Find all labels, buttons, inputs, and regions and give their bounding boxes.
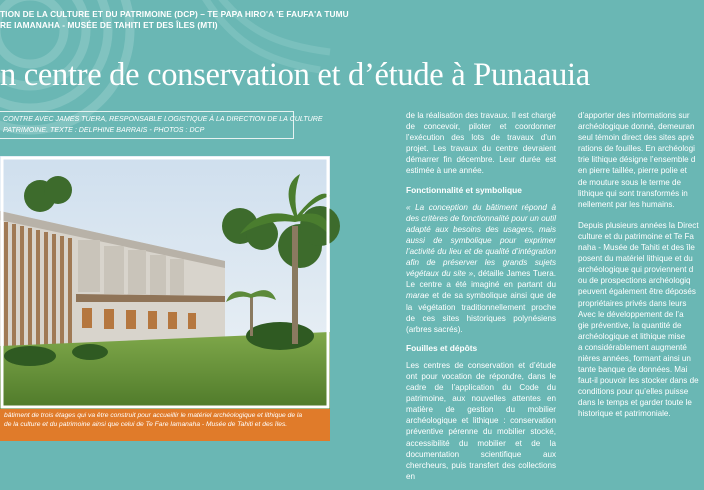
col2-line: nellement par les humains. xyxy=(578,199,675,209)
col2-line: propriétaires privés dans leurs xyxy=(578,298,687,308)
quote-text: « La conception du bâtiment répond à des critères de fonctionnalité pour un outil adapté aux besoins des usagers, mais aussi de symbolique pour exprimer l’activité du lieu et de qualité d’intégration afin de préserver les grands sujets végétaux du site » xyxy=(406,202,556,279)
header-line-2: RE IAMANAHA - MUSÉE DE TAHITI ET DES ÎLES (MTI) xyxy=(0,19,218,30)
col2-line: gie préventive, la quantité de xyxy=(578,320,682,330)
heading-fonctionnalite: Fonctionnalité et symbolique xyxy=(406,184,522,195)
heading-fouilles: Fouilles et dépôts xyxy=(406,342,478,353)
col2-line: archéologique qui proviennent d xyxy=(578,265,694,275)
col2-line: trie lithique désigne l’ensemble d xyxy=(578,155,696,165)
building-render-photo xyxy=(0,156,330,409)
col2-line: historique et patrimoniale. xyxy=(578,409,671,419)
col2-line: seul témoin direct des sites aprè xyxy=(578,133,695,143)
section-header xyxy=(0,9,349,30)
credits-box xyxy=(0,111,323,139)
col2-line: nières années, formant ainsi un xyxy=(578,353,691,363)
quote-tail: , détaille James Tuera. Le centre a été imaginé en partant du xyxy=(406,269,556,290)
intro-paragraph: de la réalisation des travaux. Il est chargé de concevoir, piloter et coordonner l’exécution des lots de travaux d’un projet. Les travaux du centre devraient démarrer fin décembre. Leur durée est estimée à une année. xyxy=(406,111,556,176)
col2-line: en pierre taillée, pierre polie et xyxy=(578,166,687,176)
col2-line: a considérablement augmenté xyxy=(578,342,687,352)
col2-line: Avec le développement de l’a xyxy=(578,309,684,319)
quote-paragraph xyxy=(406,202,556,335)
credits-line-1: CONTRE AVEC JAMES TUERA, RESPONSABLE LOGISTIQUE À LA DIRECTION DE LA CULTURE xyxy=(3,115,323,123)
caption-line-2: de la culture et du patrimoine ainsi que celui de Te Fare Iamanaha - Musée de Tahiti et des îles. xyxy=(4,421,288,429)
col2-line: peuvent également être déposés xyxy=(578,287,696,297)
col2-line: dans le temps et garder toute le xyxy=(578,398,692,408)
col2-line: faut-il pouvoir les stocker dans de xyxy=(578,376,699,386)
header-line-1: TION DE LA CULTURE ET DU PATRIMOINE (DCP) – TE PAPA HIRO'A 'E FAUFA'A TUMU xyxy=(0,9,349,19)
photo-caption xyxy=(0,409,330,441)
col2-line: ou de prospections archéologiq xyxy=(578,276,691,286)
article-column-2 xyxy=(578,110,704,420)
quote-end: et de sa symbolique ainsi que de la végétation traditionnellement proche de ces sites historiques polynésiens (arbres sacrés). xyxy=(406,291,556,334)
col2-block-b xyxy=(578,220,704,420)
page-title: n centre de conservation et d’étude à Punaauia xyxy=(0,57,590,93)
col2-line: d’apporter des informations sur xyxy=(578,111,690,120)
col2-line: archéologique et lithique mise xyxy=(578,331,686,341)
article-column-1 xyxy=(406,110,556,490)
body-paragraph: Les centres de conservation et d’étude ont pour vocation de répondre, dans le cadre de l’application du Code du patrimoine, aux nouvelles attentes en matière de gestion du mobilier archéologique et lithique : conservation préventive pérenne du mobilier stocké, accessibilité du mobilier et de la documentation scientifique aux chercheurs, puis transfert des collections en xyxy=(406,360,556,481)
col2-line: rations de fouilles. En archéologi xyxy=(578,144,695,154)
col2-line: lithique qui sont transformés in xyxy=(578,188,688,198)
col2-line: de mouture sous le terme de xyxy=(578,177,682,187)
col2-line: posent du matériel lithique et du xyxy=(578,254,693,264)
col2-line: conditions pour qu’elles puisse xyxy=(578,387,689,397)
col2-line: naha - Musée de Tahiti et des île xyxy=(578,243,695,253)
col2-line: culture et du patrimoine et Te Fa xyxy=(578,231,694,241)
col2-line: archéologique donné, demeuran xyxy=(578,122,695,132)
col2-block-a xyxy=(578,110,704,210)
credits-line-2: PATRIMOINE. TEXTE : DELPHINE BARRAIS - PHOTOS : DCP xyxy=(3,125,205,134)
caption-line-1: bâtiment de trois étages qui va être construit pour accueillir le matériel archéologique et lithique de la xyxy=(4,412,303,419)
col2-line: Depuis plusieurs années la Direct xyxy=(578,220,699,230)
marae-word: marae xyxy=(406,291,429,301)
col2-line: tante banque de données. Mai xyxy=(578,365,688,375)
